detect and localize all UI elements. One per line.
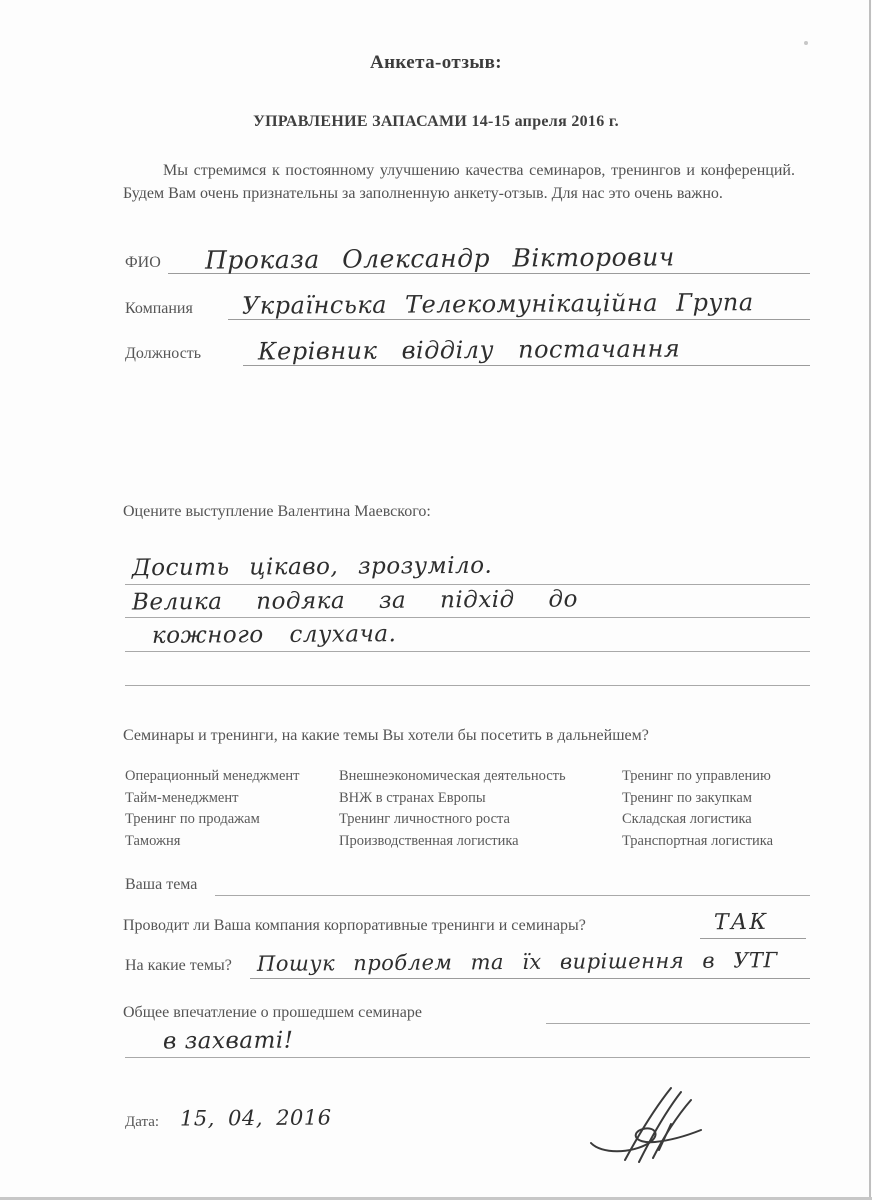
evaluation-answer-line: Велика подяка за підхід до <box>131 586 579 616</box>
form-title: Анкета-отзыв: <box>369 52 503 73</box>
signature-scribble <box>583 1080 733 1165</box>
corporate-answer-line <box>700 938 806 939</box>
fio-label: ФИО <box>125 254 161 271</box>
date-handwritten-value: 15, 04, 2016 <box>179 1105 332 1131</box>
topic-item: Производственная логистика <box>339 832 519 849</box>
topic-item: Тренинг по управлению <box>622 768 771 784</box>
intro-paragraph: Мы стремимся к постоянному улучшению качества семинаров, тренингов и конференций. Будем Вам очень признательны за заполненную анкету-отзыв. Для нас это очень важно. <box>123 162 795 202</box>
seminar-title: УПРАВЛЕНИЕ ЗАПАСАМИ 14-15 апреля 2016 г. <box>253 113 619 130</box>
themes-question: На какие темы? <box>125 957 232 974</box>
corporate-handwritten-answer: ТАК <box>713 909 769 936</box>
topic-item: Тренинг по продажам <box>125 811 260 827</box>
impression-label: Общее впечатление о прошедшем семинаре <box>123 1004 422 1021</box>
evaluation-line-2 <box>125 617 810 618</box>
themes-handwritten-answer: Пошук проблем та їх вирішення в УТГ <box>256 948 778 976</box>
themes-answer-line <box>250 978 810 979</box>
topics-column-3 <box>622 766 773 852</box>
scan-artifact <box>804 41 808 45</box>
date-label: Дата: <box>125 1114 160 1130</box>
topics-column-1 <box>125 766 300 852</box>
topics-column-2 <box>339 766 566 852</box>
impression-handwritten-answer: в захваті! <box>162 1027 294 1055</box>
your-topic-field-line <box>215 895 810 896</box>
topic-item: Транспортная логистика <box>622 832 774 849</box>
position-label: Должность <box>125 345 202 362</box>
evaluation-prompt: Оцените выступление Валентина Маевского: <box>123 503 431 520</box>
impression-line-2 <box>125 1057 810 1058</box>
topic-item: Таможня <box>125 832 181 849</box>
position-handwritten-value: Керівник відділу постачання <box>257 334 681 366</box>
scan-edge-right <box>869 0 871 1200</box>
evaluation-line-3 <box>125 651 810 652</box>
topic-item: Складская логистика <box>622 811 752 827</box>
company-handwritten-value: Українська Телекомунікаційна Група <box>241 288 754 320</box>
topic-item: ВНЖ в странах Европы <box>339 789 486 806</box>
topic-item: Тайм-менеджмент <box>125 789 239 806</box>
future-topics-prompt: Семинары и тренинги, на какие темы Вы хотели бы посетить в дальнейшем? <box>123 727 649 744</box>
topic-item: Тренинг личностного роста <box>339 811 510 827</box>
evaluation-line-1 <box>125 584 810 585</box>
topic-item: Внешнеэкономическая деятельность <box>339 768 566 784</box>
evaluation-answer-line: Досить цікаво, зрозуміло. <box>131 552 493 582</box>
position-field-line <box>243 365 810 366</box>
fio-handwritten-value: Проказа Олександр Вікторович <box>204 242 675 275</box>
corporate-question: Проводит ли Ваша компания корпоративные тренинги и семинары? <box>123 917 586 934</box>
impression-line-1 <box>546 1023 810 1024</box>
topic-item: Тренинг по закупкам <box>622 789 752 806</box>
evaluation-line-4 <box>125 685 810 686</box>
topic-item: Операционный менеджмент <box>125 768 300 784</box>
company-label: Компания <box>125 300 193 317</box>
evaluation-answer-line: кожного слухача. <box>151 621 397 649</box>
your-topic-label: Ваша тема <box>125 876 198 893</box>
